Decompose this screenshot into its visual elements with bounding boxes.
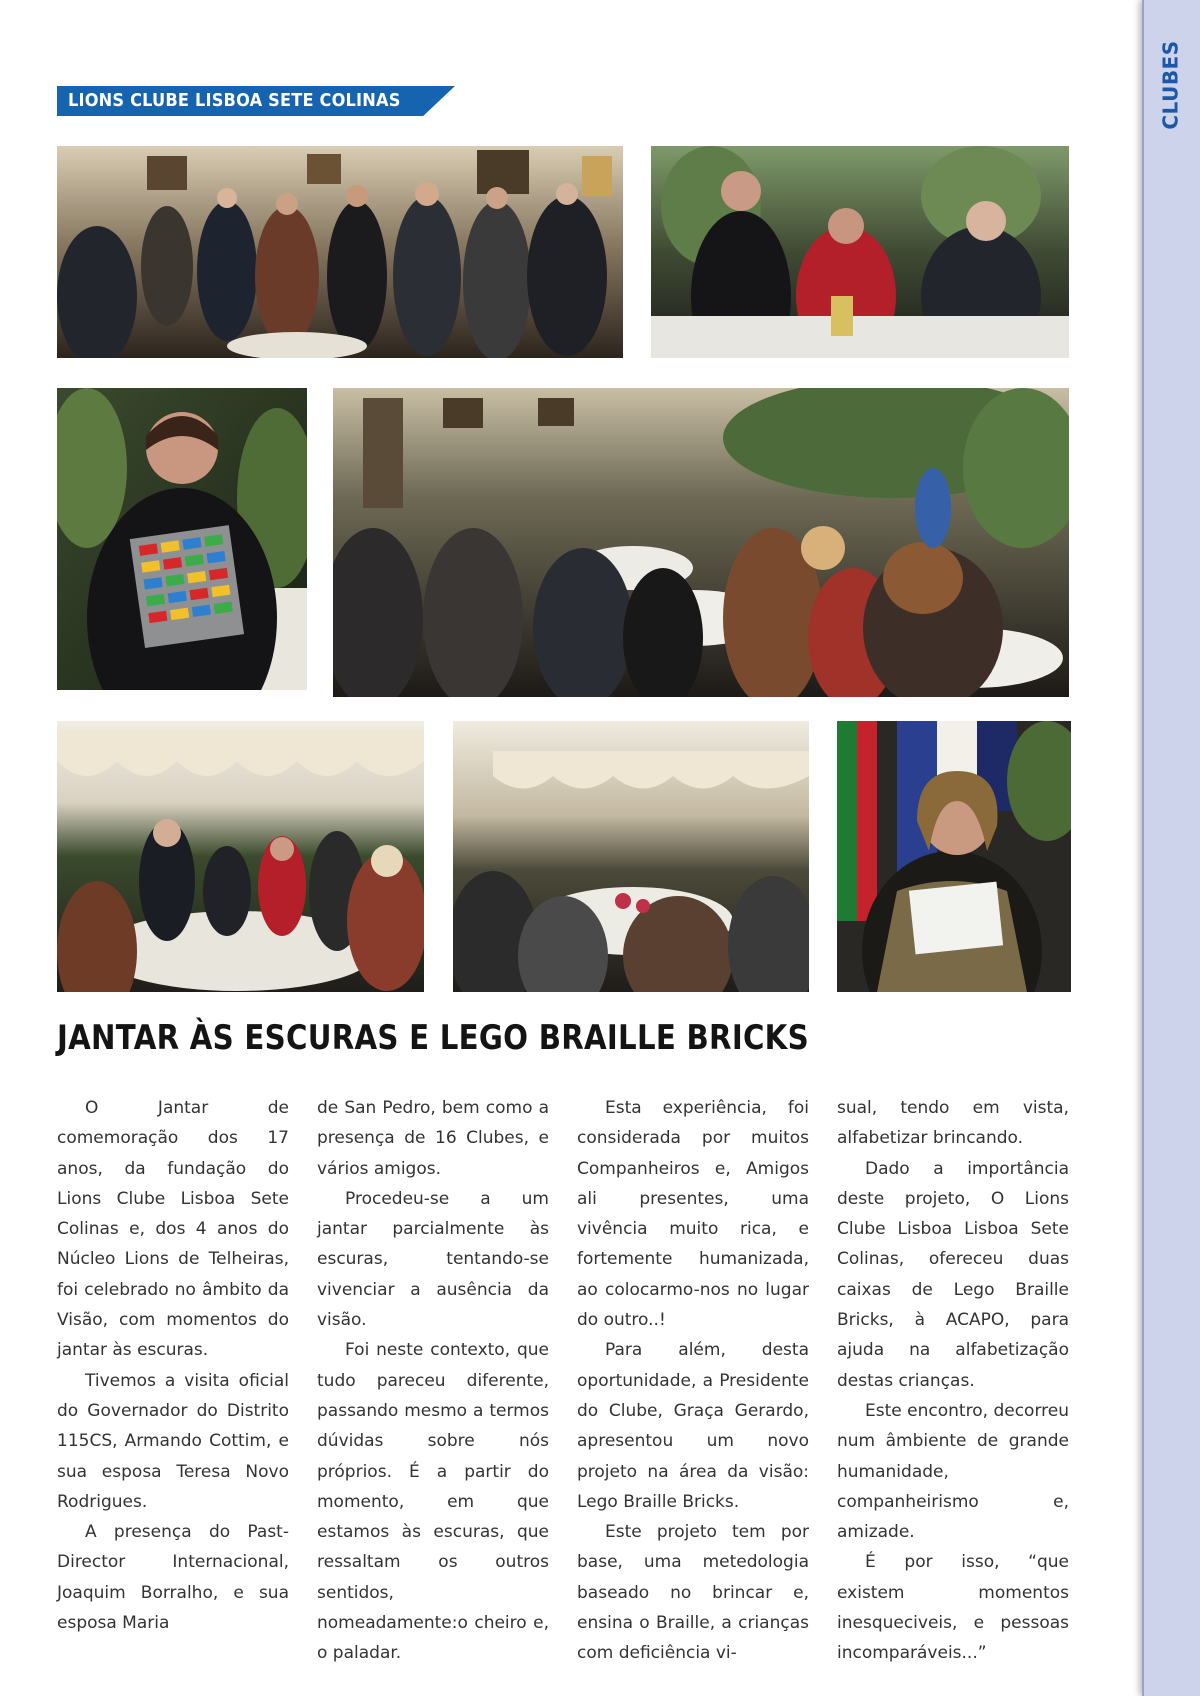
article-paragraph: Dado a importância deste projeto, O Lions Clube Lisboa Lisboa Sete Colinas, ofereceu duas caixas de Lego Braille Bricks, à ACAPO, para ajuda na alfabetização destas crianças. <box>837 1158 1069 1391</box>
article-paragraph: Este encontro, decorreu num âmbiente de grande humanidade, companheirismo e, amizade. <box>837 1400 1069 1543</box>
article-paragraph: Foi neste contexto, que tudo pareceu diferente, passando mesmo a termos dúvidas sobre nós próprios. É a partir do momento, em que estamos às escuras, que ressaltam os outros sentidos, nomeadamente:o cheiro e, o paladar. <box>317 1340 549 1664</box>
article-column-2 <box>317 1093 549 1669</box>
article-paragraph: de San Pedro, bem como a presença de 16 Clubes, e vários amigos. <box>317 1098 549 1179</box>
article-paragraph: É por isso, “que existem momentos inesqueciveis, e pessoas incomparáveis...” <box>837 1552 1069 1664</box>
photo-woman-lego-braille <box>57 388 307 690</box>
section-sidebar <box>1142 0 1200 1696</box>
photo-dinner-guests-standing <box>57 146 623 358</box>
article-column-4 <box>837 1093 1069 1669</box>
article-paragraph: Este projeto tem por base, uma metedologia baseado no brincar e, ensina o Braille, a crianças com deficiência vi- <box>577 1522 809 1664</box>
article-column-1 <box>57 1093 289 1638</box>
article-paragraph: A presença do Past- Director Internacional, Joaquim Borralho, e sua esposa Maria <box>57 1522 289 1634</box>
photo-head-table <box>651 146 1069 358</box>
article-paragraph: Esta experiência, foi considerada por muitos Companheiros e, Amigos ali presentes, uma vivência muito rica, e fortemente humanizada, ao colocarmo-nos no lugar do outro..! <box>577 1098 809 1331</box>
photo-woman-reading-flags <box>837 721 1071 992</box>
article-paragraph: Para além, desta oportunidade, a Presidente do Clube, Graça Gerardo, apresentou um novo projeto na área da visão: Lego Braille Bricks. <box>577 1340 809 1512</box>
section-label: CLUBES <box>1159 40 1184 130</box>
article-paragraph: sual, tendo em vista, alfabetizar brincando. <box>837 1098 1069 1149</box>
article-paragraph: Procedeu-se a um jantar parcialmente às escuras, tentando-se vivenciar a ausência da visão. <box>317 1188 549 1331</box>
article-headline: JANTAR ÀS ESCURAS E LEGO BRAILLE BRICKS <box>57 1018 809 1058</box>
section-label-container <box>1142 30 1200 140</box>
photo-table-group <box>57 721 424 992</box>
photo-room-tables <box>453 721 809 992</box>
article-column-3 <box>577 1093 809 1669</box>
article-paragraph: Tivemos a visita oficial do Governador do Distrito 115CS, Armando Cottim, e sua esposa Teresa Novo Rodrigues. <box>57 1370 289 1512</box>
photo-dining-hall-wide <box>333 388 1069 697</box>
club-banner-label: LIONS CLUBE LISBOA SETE COLINAS <box>68 90 401 111</box>
article-paragraph: O Jantar de comemoração dos 17 anos, da fundação do Lions Clube Lisboa Sete Colinas e, dos 4 anos do Núcleo Lions de Telheiras, foi celebrado no âmbito da Visão, com momentos do jantar às escuras. <box>57 1098 289 1361</box>
